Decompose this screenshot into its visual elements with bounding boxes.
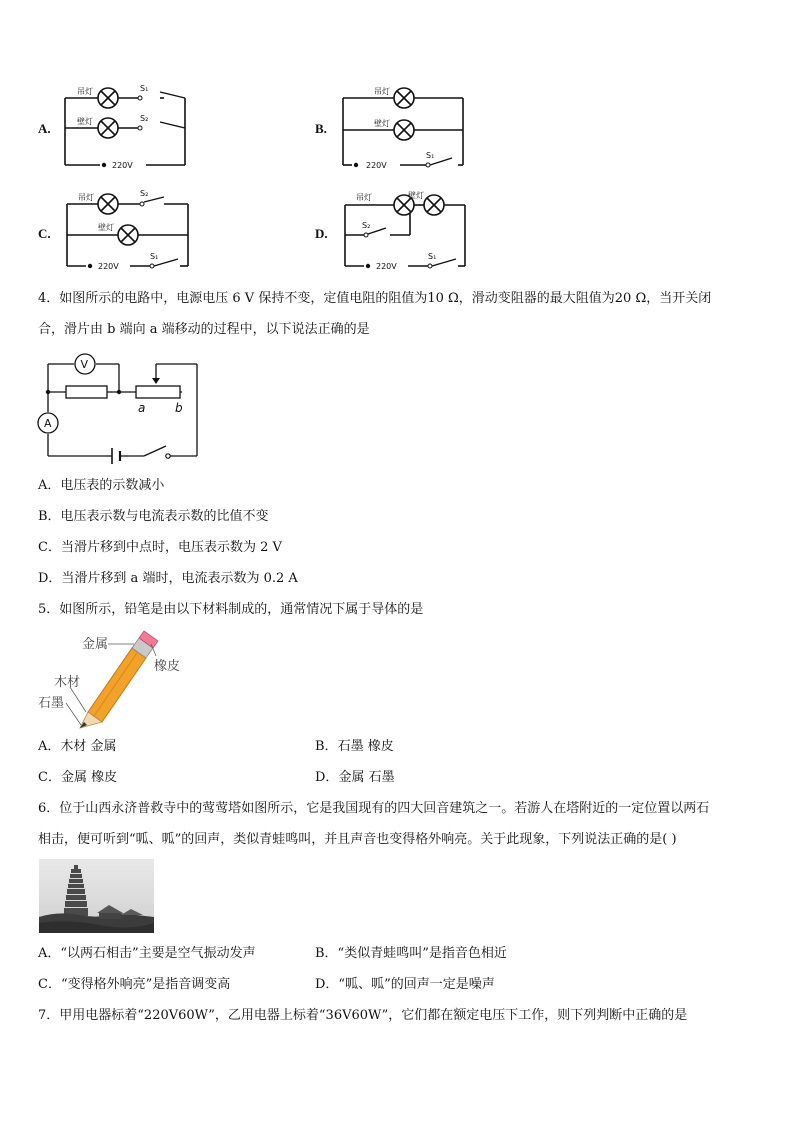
q7-stem: 7．甲用电器标着“220V60W”，乙用电器上标着“36V60W”，它们都在额定电压下工作，则下列判断中正确的是 bbox=[38, 1008, 688, 1023]
supply-label: 220V bbox=[366, 161, 387, 170]
circuit-diagram-c bbox=[60, 188, 195, 278]
q4-circuit-diagram bbox=[36, 350, 206, 468]
q4-option-a[interactable]: A．电压表的示数减小 bbox=[38, 478, 165, 493]
pendant-lamp-label: 吊灯 bbox=[77, 87, 93, 96]
switch-s1-label: S₁ bbox=[150, 252, 159, 261]
q5-stem: 5．如图所示，铅笔是由以下材料制成的，通常情况下属于导体的是 bbox=[38, 602, 424, 617]
q6-stem-line1: 6．位于山西永济普救寺中的莺莺塔如图所示，它是我国现有的四大回音建筑之一。若游人在塔附近的一定位置以两石 bbox=[38, 801, 710, 816]
wall-lamp-label: 壁灯 bbox=[77, 117, 93, 126]
circuit-diagram-a bbox=[60, 82, 190, 177]
q4-option-d[interactable]: D．当滑片移到 a 端时，电流表示数为 0.2 A bbox=[38, 571, 298, 586]
q4-stem-line1: 4．如图所示的电路中，电源电压 6 V 保持不变，定值电阻的阻值为10 Ω，滑动变阻器的最大阻值为20 Ω，当开关闭 bbox=[38, 291, 712, 306]
end-a-label: a bbox=[138, 401, 146, 415]
q4-option-b[interactable]: B．电压表示数与电流表示数的比值不变 bbox=[38, 509, 269, 524]
supply-label: 220V bbox=[112, 161, 133, 170]
q6-stem-line2: 相击，便可听到“呱、呱”的回声，类似青蛙鸣叫，并且声音也变得格外响亮。关于此现象，下列说法正确的是( ) bbox=[38, 832, 677, 847]
wall-lamp-label: 壁灯 bbox=[408, 191, 424, 200]
q5-option-b[interactable]: B．石墨 橡皮 bbox=[315, 739, 394, 754]
svg-text:A: A bbox=[44, 417, 52, 430]
graphite-label: 石墨 bbox=[38, 696, 65, 711]
pendant-lamp-icon bbox=[394, 88, 414, 108]
wall-lamp-icon bbox=[118, 225, 138, 245]
svg-text:V: V bbox=[80, 358, 89, 371]
ammeter-icon bbox=[38, 413, 58, 433]
switch-s2-label: S₂ bbox=[362, 221, 371, 230]
wall-lamp-icon bbox=[424, 195, 444, 215]
q4-stem-line2: 合，滑片由 b 端向 a 端移动的过程中，以下说法正确的是 bbox=[38, 322, 370, 337]
switch-s2-label: S₂ bbox=[140, 189, 149, 198]
end-b-label: b bbox=[175, 401, 183, 415]
switch-s1-label: S₁ bbox=[428, 252, 437, 261]
q5-option-d[interactable]: D．金属 石墨 bbox=[315, 770, 395, 785]
pendant-lamp-label: 吊灯 bbox=[374, 87, 390, 96]
wall-lamp-label: 壁灯 bbox=[374, 119, 390, 128]
pendant-lamp-label: 吊灯 bbox=[356, 193, 372, 202]
metal-label: 金属 bbox=[82, 637, 109, 652]
q6-option-d[interactable]: D．“呱、呱”的回声一定是噪声 bbox=[315, 977, 495, 992]
pencil-illustration bbox=[36, 626, 186, 730]
option-c-letter: C. bbox=[38, 226, 51, 241]
q5-option-a[interactable]: A．木材 金属 bbox=[38, 739, 117, 754]
option-a-letter: A. bbox=[38, 121, 51, 136]
option-d-letter: D. bbox=[315, 226, 328, 241]
switch-s1-label: S₁ bbox=[426, 151, 435, 160]
wood-label: 木材 bbox=[54, 675, 81, 690]
switch-s2-label: S₂ bbox=[140, 114, 149, 123]
supply-label: 220V bbox=[376, 262, 397, 271]
wall-lamp-label: 壁灯 bbox=[98, 223, 114, 232]
switch-s1-label: S₁ bbox=[140, 84, 149, 93]
supply-label: 220V bbox=[98, 262, 119, 271]
q4-option-c[interactable]: C．当滑片移到中点时，电压表示数为 2 V bbox=[38, 540, 282, 555]
voltmeter-icon bbox=[75, 354, 95, 374]
wall-lamp-icon bbox=[98, 118, 118, 138]
q6-option-b[interactable]: B．“类似青蛙鸣叫”是指音色相近 bbox=[315, 946, 507, 961]
q5-option-c[interactable]: C．金属 橡皮 bbox=[38, 770, 118, 785]
q6-option-c[interactable]: C．“变得格外响亮”是指音调变高 bbox=[38, 977, 231, 992]
eraser-label: 橡皮 bbox=[154, 659, 181, 674]
pendant-lamp-icon bbox=[98, 194, 118, 214]
wall-lamp-icon bbox=[394, 120, 414, 140]
circuit-diagram-d bbox=[338, 188, 473, 278]
pendant-lamp-label: 吊灯 bbox=[78, 193, 94, 202]
circuit-diagram-b bbox=[338, 82, 468, 177]
pagoda-photo bbox=[39, 859, 154, 933]
pendant-lamp-icon bbox=[98, 88, 118, 108]
option-b-letter: B. bbox=[315, 121, 327, 136]
q6-option-a[interactable]: A．“以两石相击”主要是空气振动发声 bbox=[38, 946, 256, 961]
